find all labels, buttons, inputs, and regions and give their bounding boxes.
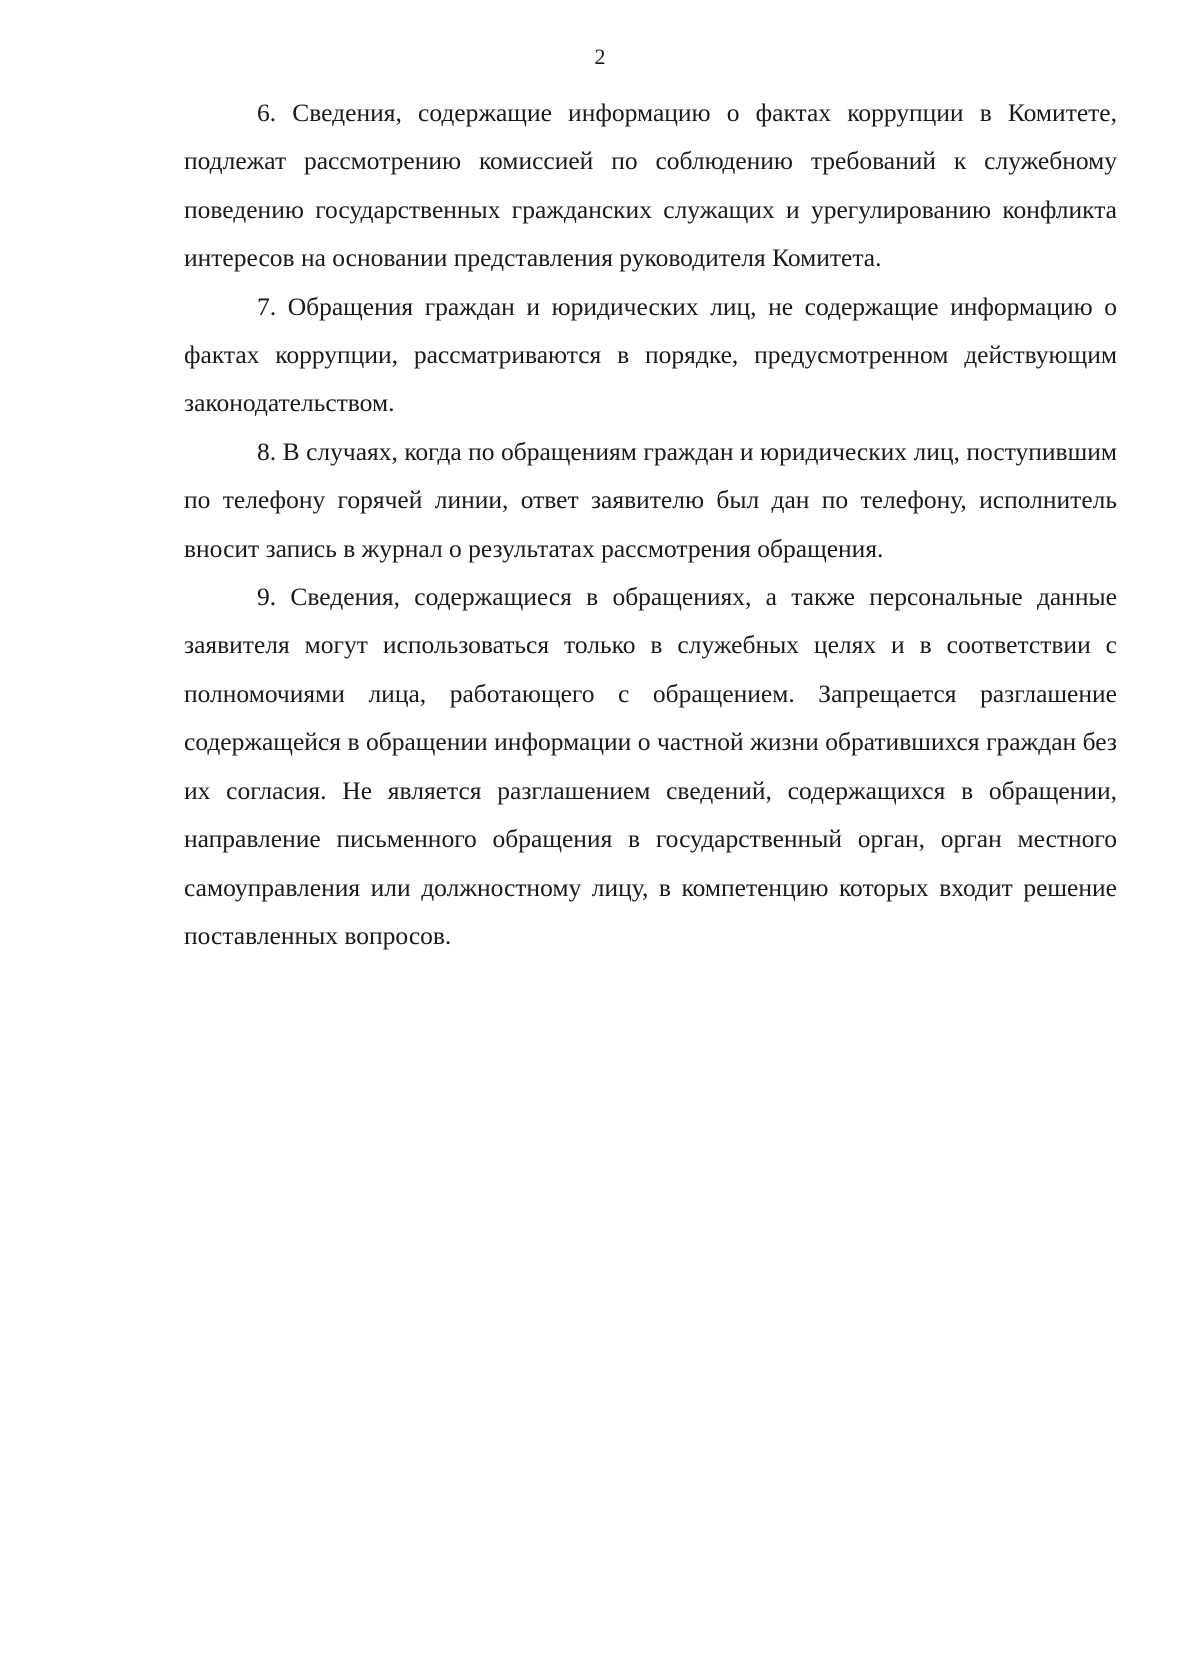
paragraph-6: 6. Сведения, содержащие информацию о фактах коррупции в Комитете, подлежат рассмотрению комиссией по соблюдению требований к служебному поведению государственных гражданских служащих и урегулированию конфликта интересов на основании представления руководителя Комитета.: [184, 98, 1117, 273]
paragraph-9: 9. Сведения, содержащиеся в обращениях, а также персональные данные заявителя могут использоваться только в служебных целях и в соответствии с полномочиями лица, работающего с обращением. Запрещается разглашение содержащейся в обращении информации о частной жизни обратившихся граждан без их согласия. Не является разглашением сведений, содержащихся в обращении, направление письменного обращения в государственный орган, орган местного самоуправления или должностному лицу, в компетенцию которых входит решение поставленных вопросов.: [184, 582, 1117, 950]
page-number: 2: [594, 44, 606, 69]
document-body: [184, 89, 1117, 960]
paragraph-7: 7. Обращения граждан и юридических лиц, не содержащие информацию о фактах коррупции, рассматриваются в порядке, предусмотренном действующим законодательством.: [184, 291, 1117, 418]
paragraph-8: 8. В случаях, когда по обращениям граждан и юридических лиц, поступившим по телефону горячей линии, ответ заявителю был дан по телефону, исполнитель вносит запись в журнал о результатах рассмотрения обращения.: [184, 436, 1117, 563]
